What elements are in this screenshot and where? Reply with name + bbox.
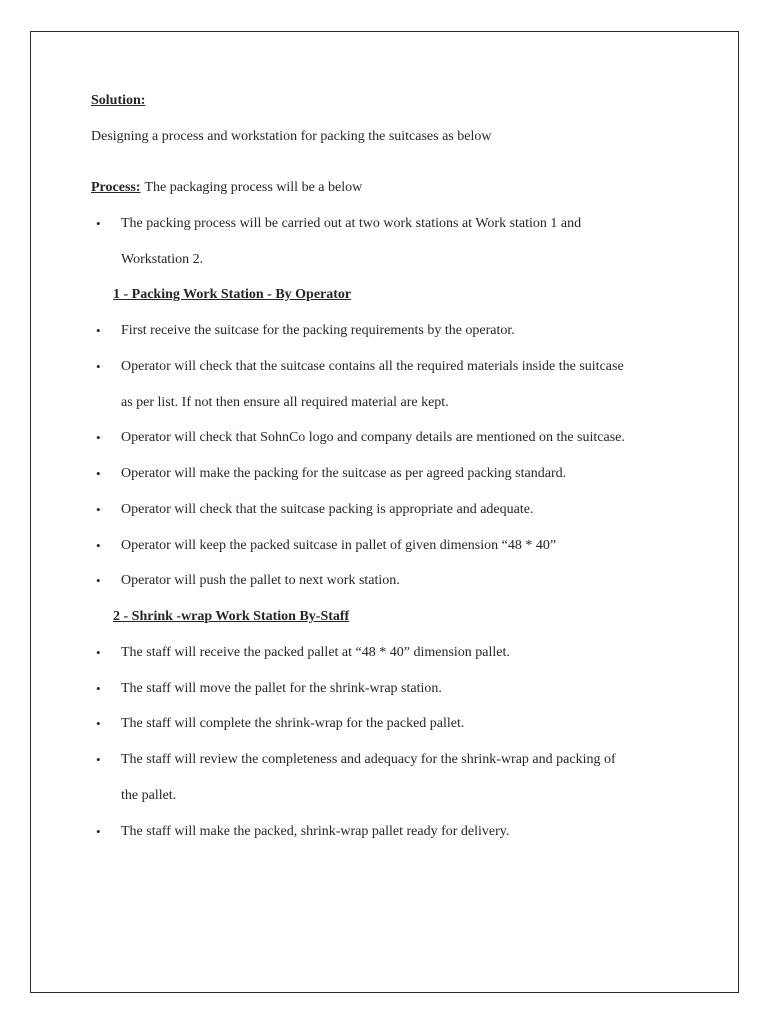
document-content	[91, 83, 721, 849]
list-item-text: Workstation 2.	[121, 251, 204, 267]
list-item	[91, 456, 721, 492]
list-item-text: the pallet.	[121, 787, 177, 803]
list-item	[91, 420, 721, 456]
list-item	[91, 313, 721, 349]
bullet-icon: •	[96, 430, 101, 446]
list-item-text: The packing process will be carried out at two work stations at Work station 1 and	[121, 215, 582, 231]
bullet-icon: •	[96, 823, 101, 839]
bullet-icon: •	[96, 680, 101, 696]
list-item	[91, 349, 721, 421]
list-item	[91, 742, 721, 814]
list-item	[91, 706, 721, 742]
bullet-icon: •	[96, 716, 101, 732]
list-item-text: Operator will make the packing for the suitcase as per agreed packing standard.	[121, 466, 567, 481]
bullet-icon: •	[96, 466, 101, 481]
list-item-text: The staff will move the pallet for the shrink-wrap station.	[121, 680, 442, 696]
list-item-text: Operator will check that the suitcase packing is appropriate and adequate.	[121, 501, 534, 517]
bullet-icon: •	[96, 215, 101, 231]
list-item	[91, 635, 721, 671]
bullet-icon: •	[96, 501, 101, 517]
list-item-text: Operator will check that the suitcase contains all the required materials inside the suitcase	[121, 358, 624, 374]
bullet-icon: •	[96, 644, 101, 660]
list-item	[91, 492, 721, 528]
solution-heading-row	[91, 83, 721, 119]
process-label: Process:	[91, 180, 141, 195]
list-item-text: The staff will receive the packed pallet at “48 * 40” dimension pallet.	[121, 644, 510, 660]
bullet-icon: •	[96, 358, 101, 374]
intro-text: Designing a process and workstation for packing the suitcases as below	[91, 129, 492, 144]
list-item-text: Operator will keep the packed suitcase in pallet of given dimension “48 * 40”	[121, 537, 557, 553]
solution-heading: Solution:	[91, 93, 146, 108]
list-item-text: The staff will review the completeness and adequacy for the shrink-wrap and packing of	[121, 752, 616, 767]
station-1-heading-row	[91, 277, 721, 313]
list-item-text: Operator will push the pallet to next work station.	[121, 573, 400, 589]
station-2-heading-row	[91, 599, 721, 635]
list-item-text: Operator will check that SohnCo logo and company details are mentioned on the suitcase.	[121, 430, 625, 446]
bullet-icon: •	[96, 752, 101, 767]
list-item-text: The staff will make the packed, shrink-wrap pallet ready for delivery.	[121, 823, 510, 839]
list-item	[91, 814, 721, 850]
list-item	[91, 206, 721, 278]
station-2-heading: 2 - Shrink -wrap Work Station By-Staff	[113, 609, 350, 624]
bullet-icon: •	[96, 323, 101, 338]
process-text: The packaging process will be a below	[144, 180, 363, 195]
process-line	[91, 170, 721, 206]
list-item-text: The staff will complete the shrink-wrap for the packed pallet.	[121, 716, 465, 732]
station-1-heading: 1 - Packing Work Station - By Operator	[113, 287, 352, 303]
bullet-icon: •	[96, 573, 101, 589]
bullet-icon: •	[96, 537, 101, 553]
list-item-text: First receive the suitcase for the packing requirements by the operator.	[121, 323, 515, 338]
list-item	[91, 671, 721, 707]
list-item	[91, 528, 721, 564]
list-item	[91, 563, 721, 599]
list-item-text: as per list. If not then ensure all required material are kept.	[121, 394, 449, 410]
